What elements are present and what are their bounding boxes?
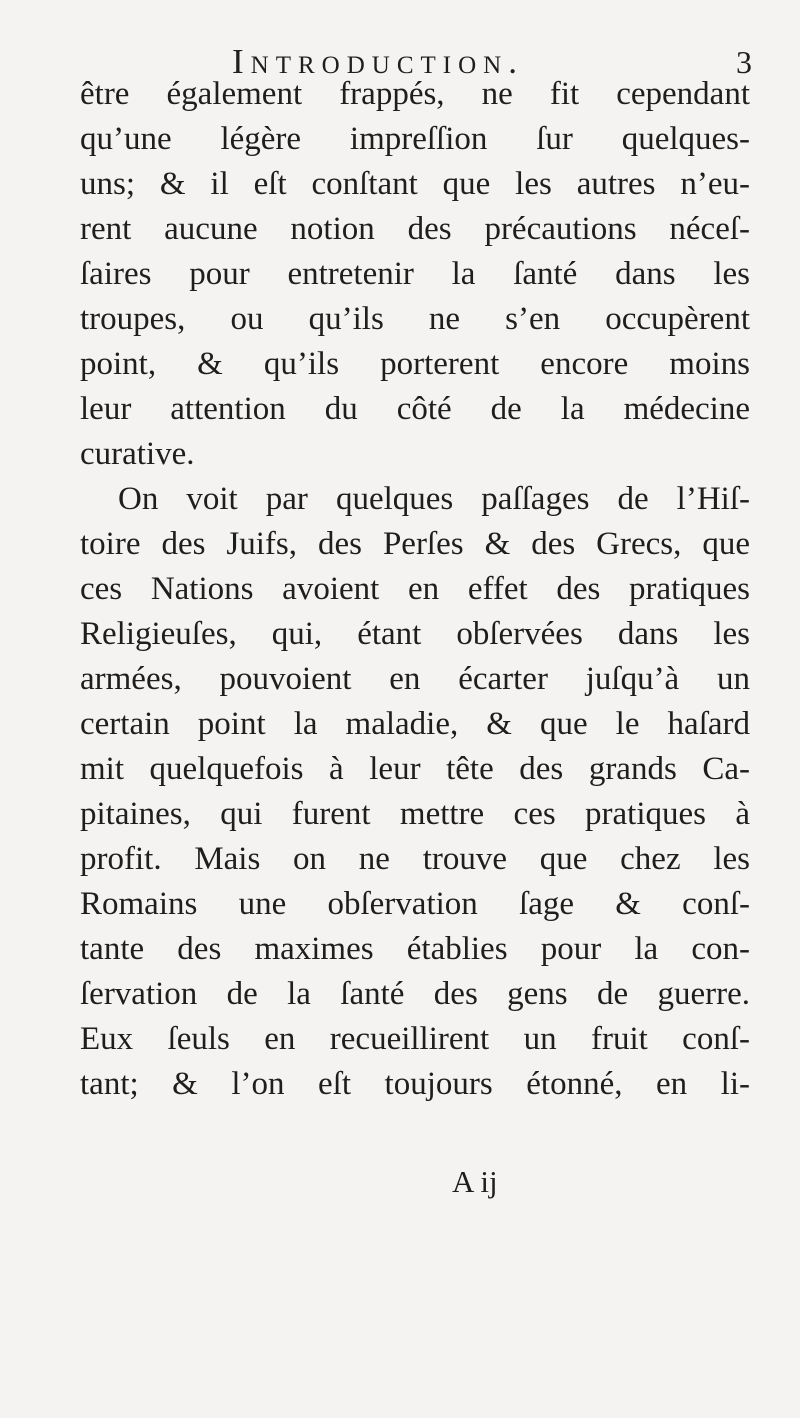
text-line: profit. Mais on ne trouve que chez les [80,841,750,877]
running-title: Introduction. [232,42,524,81]
text-line: ſervation de la ſanté des gens de guerre. [80,976,750,1012]
text-line: Eux ſeuls en recueillirent un fruit conſ- [80,1021,750,1057]
text-line: être également frappés, ne fit cependant [80,76,750,112]
text-line: leur attention du côté de la médecine [80,391,750,427]
text-line: ſaires pour entretenir la ſanté dans les [80,256,750,292]
text-line: certain point la maladie, & que le haſard [80,706,750,742]
text-line: pitaines, qui furent mettre ces pratiques à [80,796,750,832]
text-line: uns; & il eſt conſtant que les autres n’eu- [80,166,750,202]
text-line: ces Nations avoient en effet des pratiques [80,571,750,607]
text-line: armées, pouvoient en écarter juſqu’à un [80,661,750,697]
text-line: toire des Juifs, des Perſes & des Grecs, que [80,526,750,562]
text-line: tante des maximes établies pour la con- [80,931,750,967]
text-line: rent aucune notion des précautions néceſ- [80,211,750,247]
text-line: troupes, ou qu’ils ne s’en occupèrent [80,301,750,337]
page-number: 3 [736,44,752,80]
text-line: point, & qu’ils porterent encore moins [80,346,750,382]
text-line: qu’une légère impreſſion ſur quelques- [80,121,750,157]
text-line: Religieuſes, qui, étant obſervées dans les [80,616,750,652]
signature-mark: A ij [452,1164,498,1199]
text-line: tant; & l’on eſt toujours étonné, en li- [80,1066,750,1102]
text-line: mit quelquefois à leur tête des grands Ca- [80,751,750,787]
paragraph-start-line: On voit par quelques paſſages de l’Hiſ- [118,481,750,517]
text-line: curative. [80,436,195,472]
text-line: Romains une obſervation ſage & conſ- [80,886,750,922]
body-text [80,72,750,1107]
